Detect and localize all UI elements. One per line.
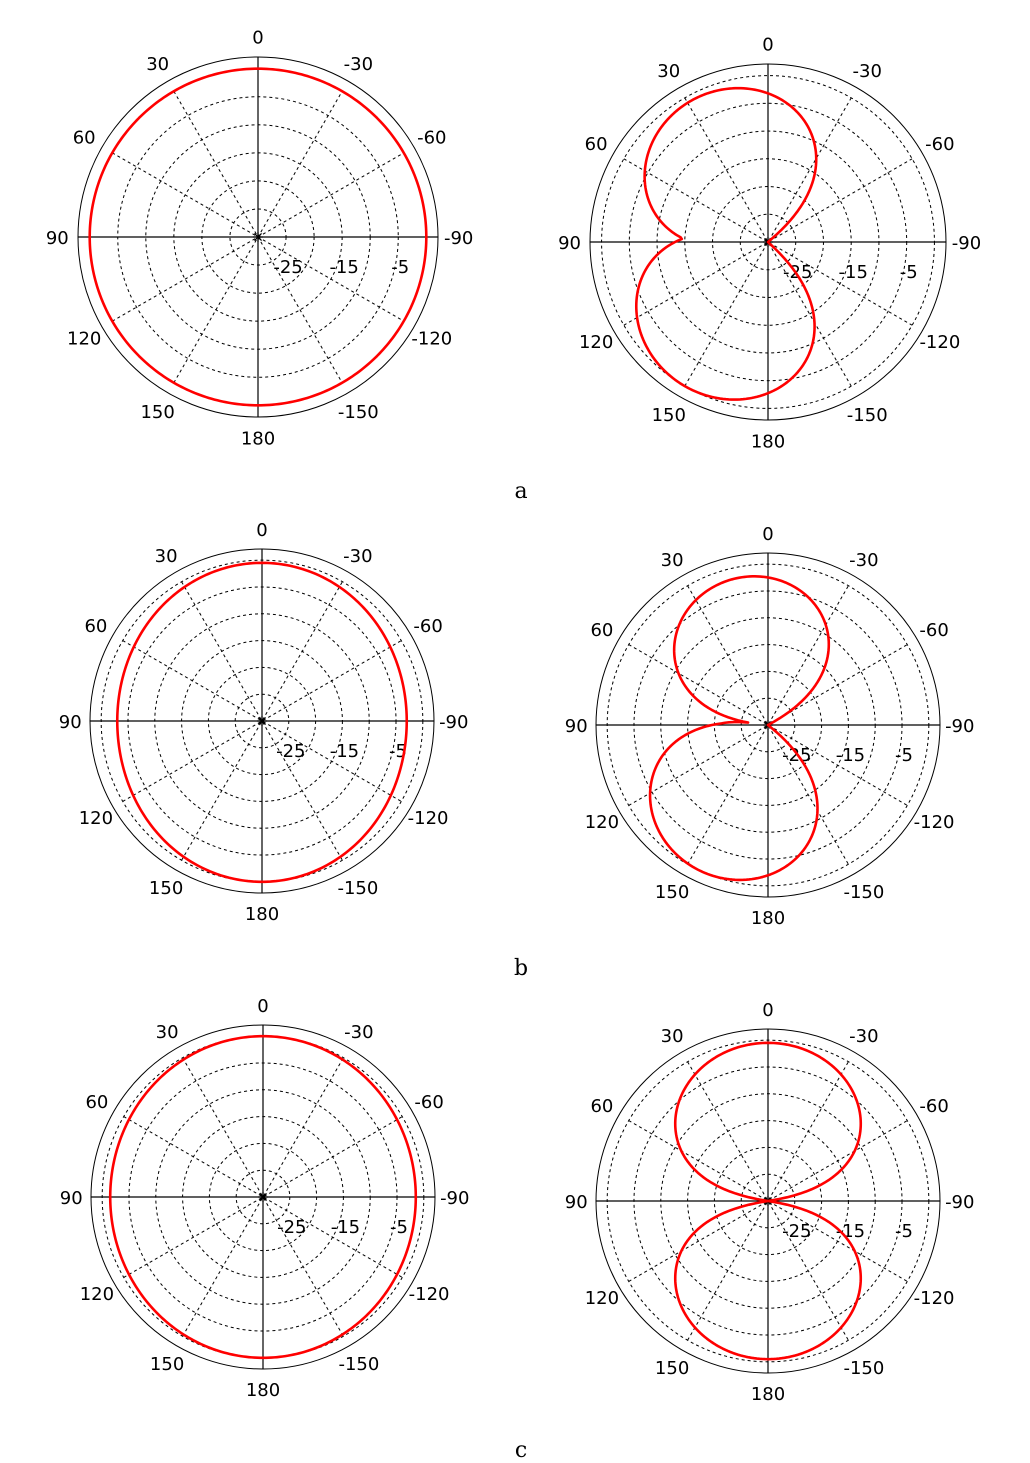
angle-tick-label: 120 xyxy=(67,328,102,350)
angle-tick-label: 0 xyxy=(762,1000,774,1022)
radial-tick-label: -15 xyxy=(835,745,866,766)
radial-tick-label: -25 xyxy=(783,262,813,283)
angle-tick-label: -150 xyxy=(337,401,379,423)
angle-tick-label: 60 xyxy=(590,1096,614,1118)
polar-chart-c-right xyxy=(565,1000,975,1405)
angle-tick-label: 120 xyxy=(78,807,114,829)
radial-tick-label: -25 xyxy=(782,745,812,766)
angle-tick-label: -120 xyxy=(411,328,453,350)
angle-tick-label: 120 xyxy=(79,1283,115,1305)
angle-tick-label: -60 xyxy=(417,127,447,149)
angle-tick-label: -30 xyxy=(849,549,879,571)
angle-tick-label: -90 xyxy=(945,716,975,737)
caption-c: c xyxy=(514,1438,528,1463)
angle-tick-label: -30 xyxy=(343,545,373,567)
angle-tick-label: 30 xyxy=(146,54,170,76)
angle-tick-label: 30 xyxy=(154,545,178,567)
radial-tick-label: -15 xyxy=(838,262,868,283)
center-marker xyxy=(258,1192,268,1202)
angle-tick-label: 150 xyxy=(149,1354,185,1376)
angle-tick-label: -120 xyxy=(913,1287,955,1309)
angle-tick-label: 0 xyxy=(256,520,268,542)
polar-chart-a-right xyxy=(558,35,981,453)
angle-tick-label: -30 xyxy=(852,61,882,83)
angle-tick-label: 30 xyxy=(660,1025,684,1047)
radial-tick-label: -25 xyxy=(277,1217,307,1238)
angle-tick-label: 60 xyxy=(85,1092,109,1114)
angle-tick-label: -150 xyxy=(338,1354,380,1376)
radial-tick-label: -15 xyxy=(330,1217,361,1238)
radial-tick-label: -15 xyxy=(329,741,360,762)
angle-tick-label: 180 xyxy=(750,1383,786,1405)
angle-tick-label: -120 xyxy=(913,811,955,833)
angle-tick-label: 60 xyxy=(590,620,614,642)
polar-chart-a-left xyxy=(46,27,474,449)
pattern-curve xyxy=(636,88,816,399)
radial-tick-label: -5 xyxy=(391,257,410,278)
angle-tick-label: -90 xyxy=(439,712,469,733)
angle-tick-label: 0 xyxy=(762,34,774,56)
angle-tick-label: 180 xyxy=(240,428,276,450)
angle-tick-label: -60 xyxy=(925,133,955,155)
angle-tick-label: -150 xyxy=(337,878,379,900)
angle-tick-label: -30 xyxy=(343,54,374,76)
angle-tick-label: 90 xyxy=(58,712,82,733)
angle-tick-label: 150 xyxy=(140,401,175,423)
angle-tick-label: -150 xyxy=(843,1358,885,1380)
radial-tick-label: -5 xyxy=(390,1217,408,1238)
angle-tick-label: -150 xyxy=(846,404,888,426)
angle-tick-label: -90 xyxy=(945,1192,975,1213)
angle-tick-label: -30 xyxy=(344,1021,374,1043)
angle-tick-label: 30 xyxy=(657,61,681,83)
angle-tick-label: 0 xyxy=(257,996,269,1018)
caption-a: a xyxy=(514,479,528,504)
angle-tick-label: 30 xyxy=(155,1021,179,1043)
angle-tick-label: 90 xyxy=(564,1192,588,1213)
angle-tick-label: 180 xyxy=(244,903,280,925)
caption-b: b xyxy=(513,956,529,981)
angle-tick-label: 0 xyxy=(252,27,264,49)
angle-tick-label: -120 xyxy=(408,1283,450,1305)
angle-tick-label: 180 xyxy=(750,431,786,453)
angle-tick-label: 150 xyxy=(148,878,184,900)
angle-tick-label: 90 xyxy=(564,716,588,737)
angle-tick-label: 30 xyxy=(660,549,684,571)
radial-tick-label: -5 xyxy=(389,741,407,762)
angle-tick-label: 120 xyxy=(584,1287,620,1309)
angle-tick-label: -120 xyxy=(919,332,961,354)
angle-tick-label: -30 xyxy=(849,1025,879,1047)
radial-tick-label: -25 xyxy=(273,257,303,278)
angle-tick-label: 120 xyxy=(578,332,614,354)
angle-tick-label: -60 xyxy=(414,1092,444,1114)
angle-tick-label: 150 xyxy=(654,1358,690,1380)
polar-chart-b-right xyxy=(565,524,975,929)
radial-tick-label: -25 xyxy=(276,741,306,762)
radial-tick-label: -15 xyxy=(329,257,359,278)
angle-tick-label: 60 xyxy=(584,133,608,155)
angle-tick-label: 150 xyxy=(654,882,690,904)
polar-chart-b-left xyxy=(59,520,469,925)
angle-tick-label: -60 xyxy=(919,620,949,642)
center-marker xyxy=(257,716,267,726)
angle-tick-label: 90 xyxy=(558,233,581,254)
angle-tick-label: -90 xyxy=(440,1188,470,1209)
angle-tick-label: 60 xyxy=(84,616,108,638)
angle-tick-label: -60 xyxy=(413,616,443,638)
angle-tick-label: 90 xyxy=(45,228,69,249)
center-marker xyxy=(253,232,263,242)
radial-tick-label: -5 xyxy=(895,1221,913,1242)
polar-chart-c-left xyxy=(60,996,470,1401)
angle-tick-label: 60 xyxy=(72,127,96,149)
radial-tick-label: -5 xyxy=(895,745,913,766)
angle-tick-label: -90 xyxy=(951,233,982,254)
radial-tick-label: -15 xyxy=(835,1221,866,1242)
angle-tick-label: 0 xyxy=(762,524,774,546)
angle-tick-label: 120 xyxy=(584,811,620,833)
angle-tick-label: -90 xyxy=(443,228,474,249)
angle-tick-label: 150 xyxy=(651,404,686,426)
radial-tick-label: -5 xyxy=(899,262,918,283)
angle-tick-label: -150 xyxy=(843,882,885,904)
angle-tick-label: 180 xyxy=(750,907,786,929)
angle-tick-label: -60 xyxy=(919,1096,949,1118)
angle-tick-label: -120 xyxy=(407,807,449,829)
angle-tick-label: 90 xyxy=(59,1188,83,1209)
radial-tick-label: -25 xyxy=(782,1221,812,1242)
angle-tick-label: 180 xyxy=(245,1379,281,1401)
